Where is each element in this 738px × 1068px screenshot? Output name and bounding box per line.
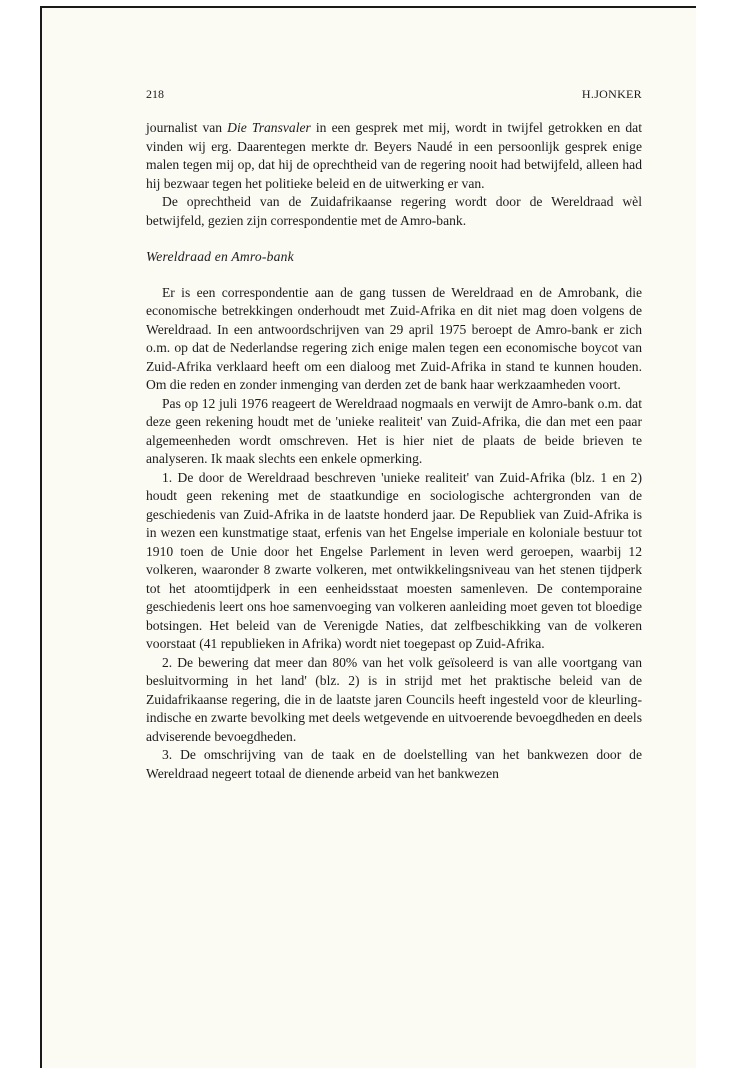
running-author: H.JONKER xyxy=(581,87,642,101)
scan-edge-left xyxy=(40,6,42,1068)
body-text xyxy=(146,119,642,783)
newspaper-title: Die Transvaler xyxy=(227,120,311,135)
page-number: 218 xyxy=(146,87,164,101)
paragraph: Pas op 12 juli 1976 reageert de Wereldraad nogmaals en verwijt de Amro-bank o.m. dat deze geen rekening houdt met de 'unieke realiteit' van Zuid-Afrika, die dan met een paar algemeenheden wordt omschreven. Het is hier niet de plaats de beide brieven te analyseren. Ik maak slechts een enkele opmerking. xyxy=(146,395,642,466)
paragraph-continuation: journalist van Die Transvaler in een gesprek met mij, wordt in twijfel getrokken en dat vinden wij erg. Daarentegen merkte dr. Beyers Naudé in een persoonlijk gesprek enige malen tegen mij op, dat hij de oprechtheid van de regering nooit had betwijfeld, alleen had hij bezwaar tegen het politieke beleid en de uitwerking er van. xyxy=(146,120,642,191)
numbered-paragraph: 3. De omschrijving van de taak en de doelstelling van het bankwezen door de Wereldraad negeert totaal de dienende arbeid van het bankwezen xyxy=(146,747,642,781)
section-heading: Wereldraad en Amro-bank xyxy=(146,249,294,264)
numbered-paragraph: 2. De bewering dat meer dan 80% van het volk geïsoleerd is van alle voortgang van besluitvorming in het land' (blz. 2) is in strijd met het praktische beleid van de Zuidafrikaanse regering, die in de laatste jaren Councils heeft ingesteld voor de kleurling- indische en zwarte bevolking met deels wetgevende en uitvoerende bevoegdheden en deels adviserende bevoegdheden. xyxy=(146,654,642,744)
scan-edge-top xyxy=(40,6,696,8)
paragraph: De oprechtheid van de Zuidafrikaanse regering wordt door de Wereldraad wèl betwijfeld, gezien zijn correspondentie met de Amro-bank. xyxy=(146,194,642,228)
paragraph: Er is een correspondentie aan de gang tussen de Wereldraad en de Amrobank, die economische betrekkingen onderhoudt met Zuid-Afrika en dit niet mag doen volgens de Wereldraad. In een antwoordschrijven van 29 april 1975 beroept de Amro-bank er zich o.m. op dat de Nederlandse regering zich enige malen tegen een economische boycot van Zuid-Afrika verklaard heeft om een dialoog met Zuid-Afrika in stand te kunnen houden. Om die reden en zonder inmenging van derden zet de bank haar werkzaamheden voort. xyxy=(146,284,642,392)
numbered-paragraph: 1. De door de Wereldraad beschreven 'unieke realiteit' van Zuid-Afrika (blz. 1 en 2) houdt geen rekening met de staatkundige en sociologische achtergronden van de geschiedenis van Zuid-Afrika in de laatste honderd jaar. De Republiek van Zuid-Afrika is in wezen een kunstmatige staat, erfenis van het Engelse imperiale en koloniale bestuur tot 1910 toen de Unie door het Engelse Parlement in leven werd geroepen, waarbij 12 volkeren, waaronder 8 zwarte volkeren, met ontwikkelingsniveau van het stenen tijdperk tot het atoomtijdperk in een eenheidsstaat moesten samenleven. De contemporaine geschiedenis leert ons hoe samenvoeging van volkeren aanleiding moet geven tot bloedige botsingen. Het beleid van de Verenigde Naties, dat zelfbeschikking van de volkeren voorstaat (41 republieken in Afrika) wordt niet toegepast op Zuid-Afrika. xyxy=(146,469,642,651)
